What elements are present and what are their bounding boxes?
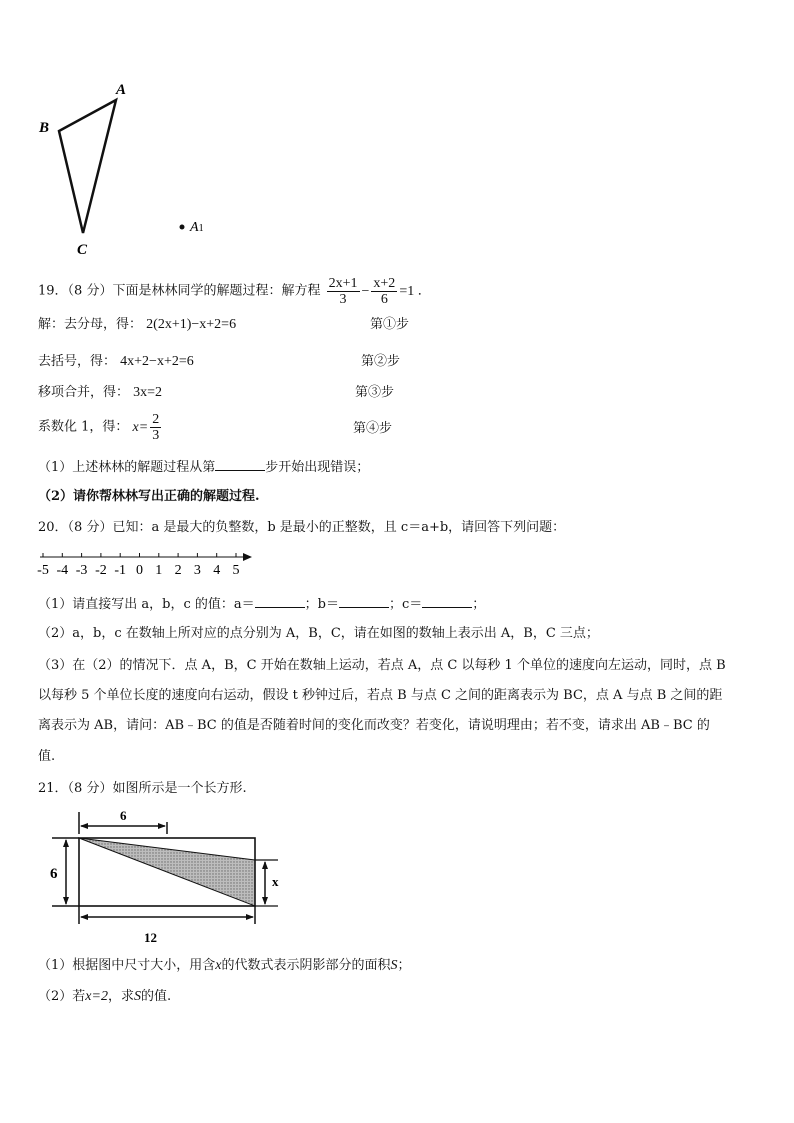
q19-step1-tag: 第①步 xyxy=(370,317,410,332)
number-line-label: 2 xyxy=(174,563,182,578)
q19-step1-label: 解：去分母，得： xyxy=(38,317,143,332)
q20-blank-b[interactable] xyxy=(339,595,389,608)
number-line-label: -2 xyxy=(95,563,107,578)
number-line-label: 3 xyxy=(193,563,201,578)
number-line-arrow xyxy=(243,553,252,561)
dim-top-arrow-left xyxy=(80,823,88,829)
triangle-figure xyxy=(30,78,230,260)
q20-sub2: （2）a，b，c 在数轴上所对应的点分别为 A，B，C，请在如图的数轴上表示出 A，B，C 三点； xyxy=(38,626,599,641)
q19-step3-label: 移项合并，得： xyxy=(38,385,130,400)
number-line-label: -1 xyxy=(114,563,127,578)
q19-step4-fraction xyxy=(150,412,161,443)
q19-fraction-2 xyxy=(371,276,397,307)
dim-right-arrow-top xyxy=(262,861,268,869)
q21-sub1 xyxy=(38,958,411,974)
label-c: C xyxy=(77,242,88,258)
q21-sub2 xyxy=(38,989,171,1005)
q20-sub1-text-a: （1）请直接写出 a，b，c 的值：a＝ xyxy=(38,597,255,612)
number-line-label: 1 xyxy=(155,563,163,578)
dim-top-arrow-right xyxy=(158,823,166,829)
q19-minus: − xyxy=(361,283,370,299)
dim-bottom-arrow-left xyxy=(80,914,88,920)
dim-right-label: x xyxy=(272,874,279,889)
q21-sub1-text-c: ； xyxy=(397,958,411,973)
q19-frac2-den: 6 xyxy=(380,292,388,307)
number-line-label: -4 xyxy=(56,563,69,578)
q21-sub1-text-a: （1）根据图中尺寸大小，用含 xyxy=(38,958,216,973)
q20-sub1-text-b: ；b＝ xyxy=(304,597,339,612)
q19-fraction-1 xyxy=(327,276,360,307)
q21-sub1-x: x xyxy=(215,958,222,973)
number-line xyxy=(30,548,270,580)
q20-sub1 xyxy=(38,595,485,613)
q21-sub1-text-b: 的代数式表示阴影部分的面积 xyxy=(221,958,391,973)
q19-step2 xyxy=(38,354,194,370)
q20-sub3-line2: 以每秒 5 个单位长度的速度向右运动，假设 t 秒钟过后，若点 B 与点 C 之间的距离表示为 BC，点 A 与点 B 之间的距 xyxy=(38,688,723,703)
shaded-region xyxy=(79,838,255,906)
label-a: A xyxy=(116,82,127,98)
q21-sub2-eq: x=2 xyxy=(85,989,108,1004)
q19-step3 xyxy=(38,385,162,401)
point-a1 xyxy=(180,225,185,230)
q19-step4-num: 2 xyxy=(152,412,160,427)
q21-sub2-text-b: ，求 xyxy=(107,989,134,1004)
q19-sub1-text-b: 步开始出现错误； xyxy=(265,460,370,475)
q19-equation xyxy=(325,276,418,307)
q19-step2-tag: 第②步 xyxy=(361,354,401,369)
q19-step2-label: 去括号，得： xyxy=(38,354,117,369)
q19-step2-eq: 4x+2−x+2=6 xyxy=(120,354,194,369)
q21-sub2-s: S xyxy=(133,989,141,1004)
number-line-label: -5 xyxy=(37,563,49,578)
q19-frac1-num: 2x+1 xyxy=(328,276,358,291)
q19-step4 xyxy=(38,412,163,443)
q20-sub3-line1: （3）在（2）的情况下．点 A，B，C 开始在数轴上运动，若点 A，点 C 以每秒 1 个单位的速度向左运动，同时，点 B xyxy=(38,658,726,673)
q19-answer-blank[interactable] xyxy=(215,458,265,471)
q19-step1 xyxy=(38,317,236,333)
q21-heading: 21．（8 分）如图所示是一个长方形. xyxy=(38,781,247,796)
q20-blank-c[interactable] xyxy=(422,595,472,608)
dim-bottom-arrow-right xyxy=(246,914,254,920)
q19-heading xyxy=(38,276,431,307)
dim-left-arrow-bottom xyxy=(63,897,69,905)
q19-sub1 xyxy=(38,458,369,476)
q19-step4-label: 系数化 1，得： xyxy=(38,419,129,435)
number-line-label: -3 xyxy=(75,563,88,578)
dim-left-label: 6 xyxy=(50,866,58,882)
label-a1: A1 xyxy=(190,220,204,235)
q21-sub1-s: S xyxy=(390,958,398,973)
q19-step3-eq: 3x=2 xyxy=(133,385,163,400)
q20-sub1-text-d: ； xyxy=(472,597,486,612)
rectangle-figure xyxy=(44,804,294,950)
q19-sub2: （2）请你帮林林写出正确的解题过程. xyxy=(38,489,260,504)
q20-sub3-line4: 值. xyxy=(38,749,56,764)
q21-sub2-text-a: （2）若 xyxy=(38,989,86,1004)
triangle-abc xyxy=(59,100,116,233)
q19-frac2-num: x+2 xyxy=(373,276,396,291)
dim-right-arrow-bottom xyxy=(262,897,268,905)
q20-heading: 20．（8 分）已知：a 是最大的负整数，b 是最小的正整数，且 c＝a+b，请回答下列问题： xyxy=(38,520,566,535)
number-line-label: 5 xyxy=(232,563,240,578)
label-b: B xyxy=(39,120,50,136)
q19-sub1-text-a: （1）上述林林的解题过程从第 xyxy=(38,460,216,475)
q20-sub3-line3: 离表示为 AB，请问：AB﹣BC 的值是否随着时间的变化而改变？若变化，请说明理由；若不变，请求出 AB﹣BC 的 xyxy=(38,718,710,733)
q19-step1-eq: 2(2x+1)−x+2=6 xyxy=(146,317,237,332)
q19-eq-tail: =1 xyxy=(399,283,415,299)
q19-step4-den: 3 xyxy=(152,428,160,443)
q19-step4-eq xyxy=(132,412,164,443)
q19-head-text: 19．（8 分）下面是林林同学的解题过程：解方程 xyxy=(38,283,321,299)
dim-bottom-label: 12 xyxy=(144,930,157,945)
q21-sub2-text-c: 的值. xyxy=(140,989,172,1004)
q19-frac1-den: 3 xyxy=(339,292,347,307)
q19-step4-lhs: x= xyxy=(132,419,149,435)
dim-left-arrow-top xyxy=(63,839,69,847)
q20-blank-a[interactable] xyxy=(255,595,305,608)
q19-period: ． xyxy=(417,283,431,299)
dim-top-label: 6 xyxy=(120,808,127,823)
q19-step4-tag: 第④步 xyxy=(353,421,393,436)
q20-sub1-text-c: ；c＝ xyxy=(388,597,423,612)
number-line-label: 4 xyxy=(213,563,221,578)
number-line-label: 0 xyxy=(136,563,143,578)
q19-step3-tag: 第③步 xyxy=(355,385,395,400)
